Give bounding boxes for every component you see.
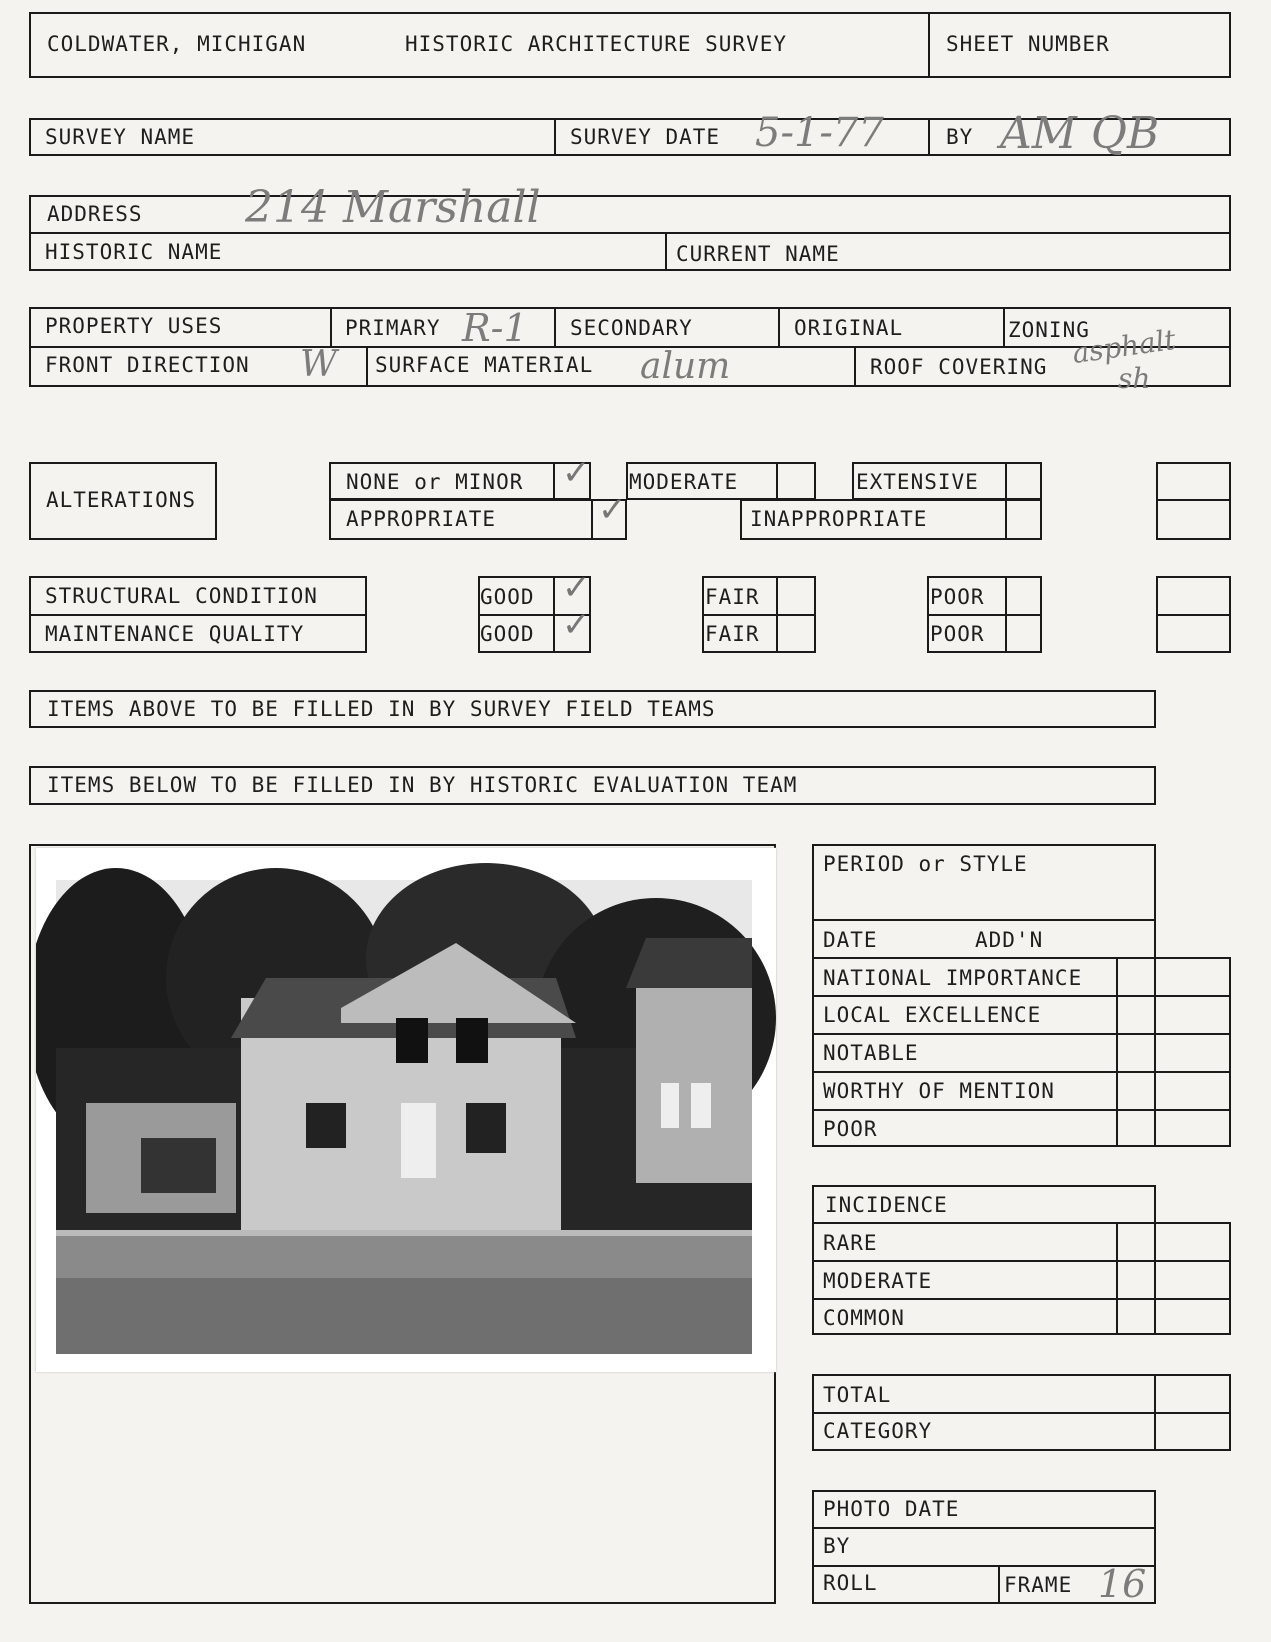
maintenance-quality-label: MAINTENANCE QUALITY [45,622,305,646]
local-excellence-label: LOCAL EXCELLENCE [823,1003,1042,1027]
maintenance-poor-label: POOR [930,622,985,646]
frame-value: 16 [1098,1562,1147,1606]
inc-line-1 [812,1222,1156,1224]
incidence-moderate-label: MODERATE [823,1269,933,1293]
address-label: ADDRESS [47,202,143,226]
header-divider [928,12,930,78]
date-label: DATE [823,928,878,952]
photo-by-label: BY [823,1534,851,1558]
notable-label: NOTABLE [823,1041,919,1065]
maintenance-good-label: GOOD [480,622,535,646]
surface-material-label: SURFACE MATERIAL [375,353,594,377]
sheet-number-label: SHEET NUMBER [946,32,1110,56]
maintenance-good-check: ✓ [562,605,591,645]
incidence-label: INCIDENCE [825,1193,948,1217]
form-title: HISTORIC ARCHITECTURE SURVEY [405,32,788,56]
prop-v4 [1003,307,1005,346]
survey-by-value: AM QB [1000,108,1160,159]
alterations-label: ALTERATIONS [46,488,197,512]
eval-line-6 [812,1109,1231,1111]
rare-label: RARE [823,1231,878,1255]
photo-date-label: PHOTO DATE [823,1497,960,1521]
structural-poor-label: POOR [930,585,985,609]
poor-div [927,614,1042,616]
appropriate-check-div [591,499,593,540]
alterations-score-div [1156,499,1231,501]
none-minor-check-div [553,462,555,500]
good-check-div [553,576,555,653]
structural-good-check: ✓ [562,568,591,608]
maintenance-fair-label: FAIR [705,622,760,646]
total-divider [1154,1374,1156,1451]
addn-label: ADD'N [975,928,1044,952]
eval-line-5 [812,1071,1231,1073]
prop-v1 [330,307,332,346]
eval-line-1 [812,919,1156,921]
prop-v5 [366,346,368,387]
address-value: 214 Marshall [245,182,541,233]
national-importance-label: NATIONAL IMPORTANCE [823,966,1083,990]
eval-poor-label: POOR [823,1117,878,1141]
common-label: COMMON [823,1306,905,1330]
eval-line-2 [812,957,1156,959]
front-direction-value: W [300,344,338,385]
evaluation-score-column [1116,957,1231,1147]
moderate-check-div [776,462,778,500]
structural-good-label: GOOD [480,585,535,609]
eval-line-3 [812,995,1231,997]
survey-date-value: 5-1-77 [755,110,884,156]
total-label: TOTAL [823,1383,892,1407]
inc-line-2 [812,1260,1231,1262]
roof-covering-value-1: asphalt [1070,322,1178,371]
address-divider [29,232,1231,234]
eval-line-4 [812,1033,1231,1035]
surface-material-value: alum [640,346,731,387]
poor-check-div [1005,576,1007,653]
appropriate-check: ✓ [598,490,627,530]
inc-line-3 [812,1298,1231,1300]
prop-v6 [854,346,856,387]
alterations-score-box [1156,462,1231,540]
period-style-label: PERIOD or STYLE [823,852,1028,876]
extensive-label: EXTENSIVE [856,470,979,494]
primary-label: PRIMARY [345,316,441,340]
survey-divider-2 [928,118,930,156]
none-minor-check: ✓ [562,453,591,493]
inappropriate-label: INAPPROPRIATE [750,507,928,531]
survey-by-label: BY [946,125,974,149]
structural-fair-label: FAIR [705,585,760,609]
structural-condition-label: STRUCTURAL CONDITION [45,584,318,608]
property-divider [29,346,1231,348]
house-photo [36,848,776,1372]
survey-date-label: SURVEY DATE [570,125,721,149]
house-photo-image [36,848,776,1372]
alt-moderate-label: MODERATE [629,470,739,494]
current-name-label: CURRENT NAME [676,242,840,266]
note-below: ITEMS BELOW TO BE FILLED IN BY HISTORIC EVALUATION TEAM [47,773,798,797]
category-label: CATEGORY [823,1419,933,1443]
frame-label: FRAME [1004,1573,1073,1597]
city-label: COLDWATER, MICHIGAN [47,32,307,56]
roof-covering-value-2: sh [1118,362,1151,395]
condition-label-div [29,614,367,616]
fair-check-div [776,576,778,653]
appropriate-label: APPROPRIATE [346,507,497,531]
total-line [812,1412,1231,1414]
primary-value: R-1 [462,306,528,350]
worthy-of-mention-label: WORTHY OF MENTION [823,1079,1055,1103]
note-above: ITEMS ABOVE TO BE FILLED IN BY SURVEY FIELD TEAMS [47,697,716,721]
historic-name-label: HISTORIC NAME [45,240,223,264]
roll-label: ROLL [823,1571,878,1595]
incidence-score-column [1116,1222,1231,1335]
secondary-label: SECONDARY [570,316,693,340]
front-direction-label: FRONT DIRECTION [45,353,250,377]
original-label: ORIGINAL [794,316,904,340]
survey-name-label: SURVEY NAME [45,125,196,149]
fair-div [702,614,816,616]
roof-covering-label: ROOF COVERING [870,355,1048,379]
photo-info-line-1 [812,1527,1156,1529]
name-divider [665,232,667,271]
condition-score-div [1156,614,1231,616]
prop-v2 [554,307,556,346]
zoning-label: ZONING [1008,318,1090,342]
frame-divider [998,1565,1000,1604]
survey-divider-1 [554,118,556,156]
none-minor-label: NONE or MINOR [346,470,524,494]
property-uses-label: PROPERTY USES [45,314,223,338]
prop-v3 [778,307,780,346]
